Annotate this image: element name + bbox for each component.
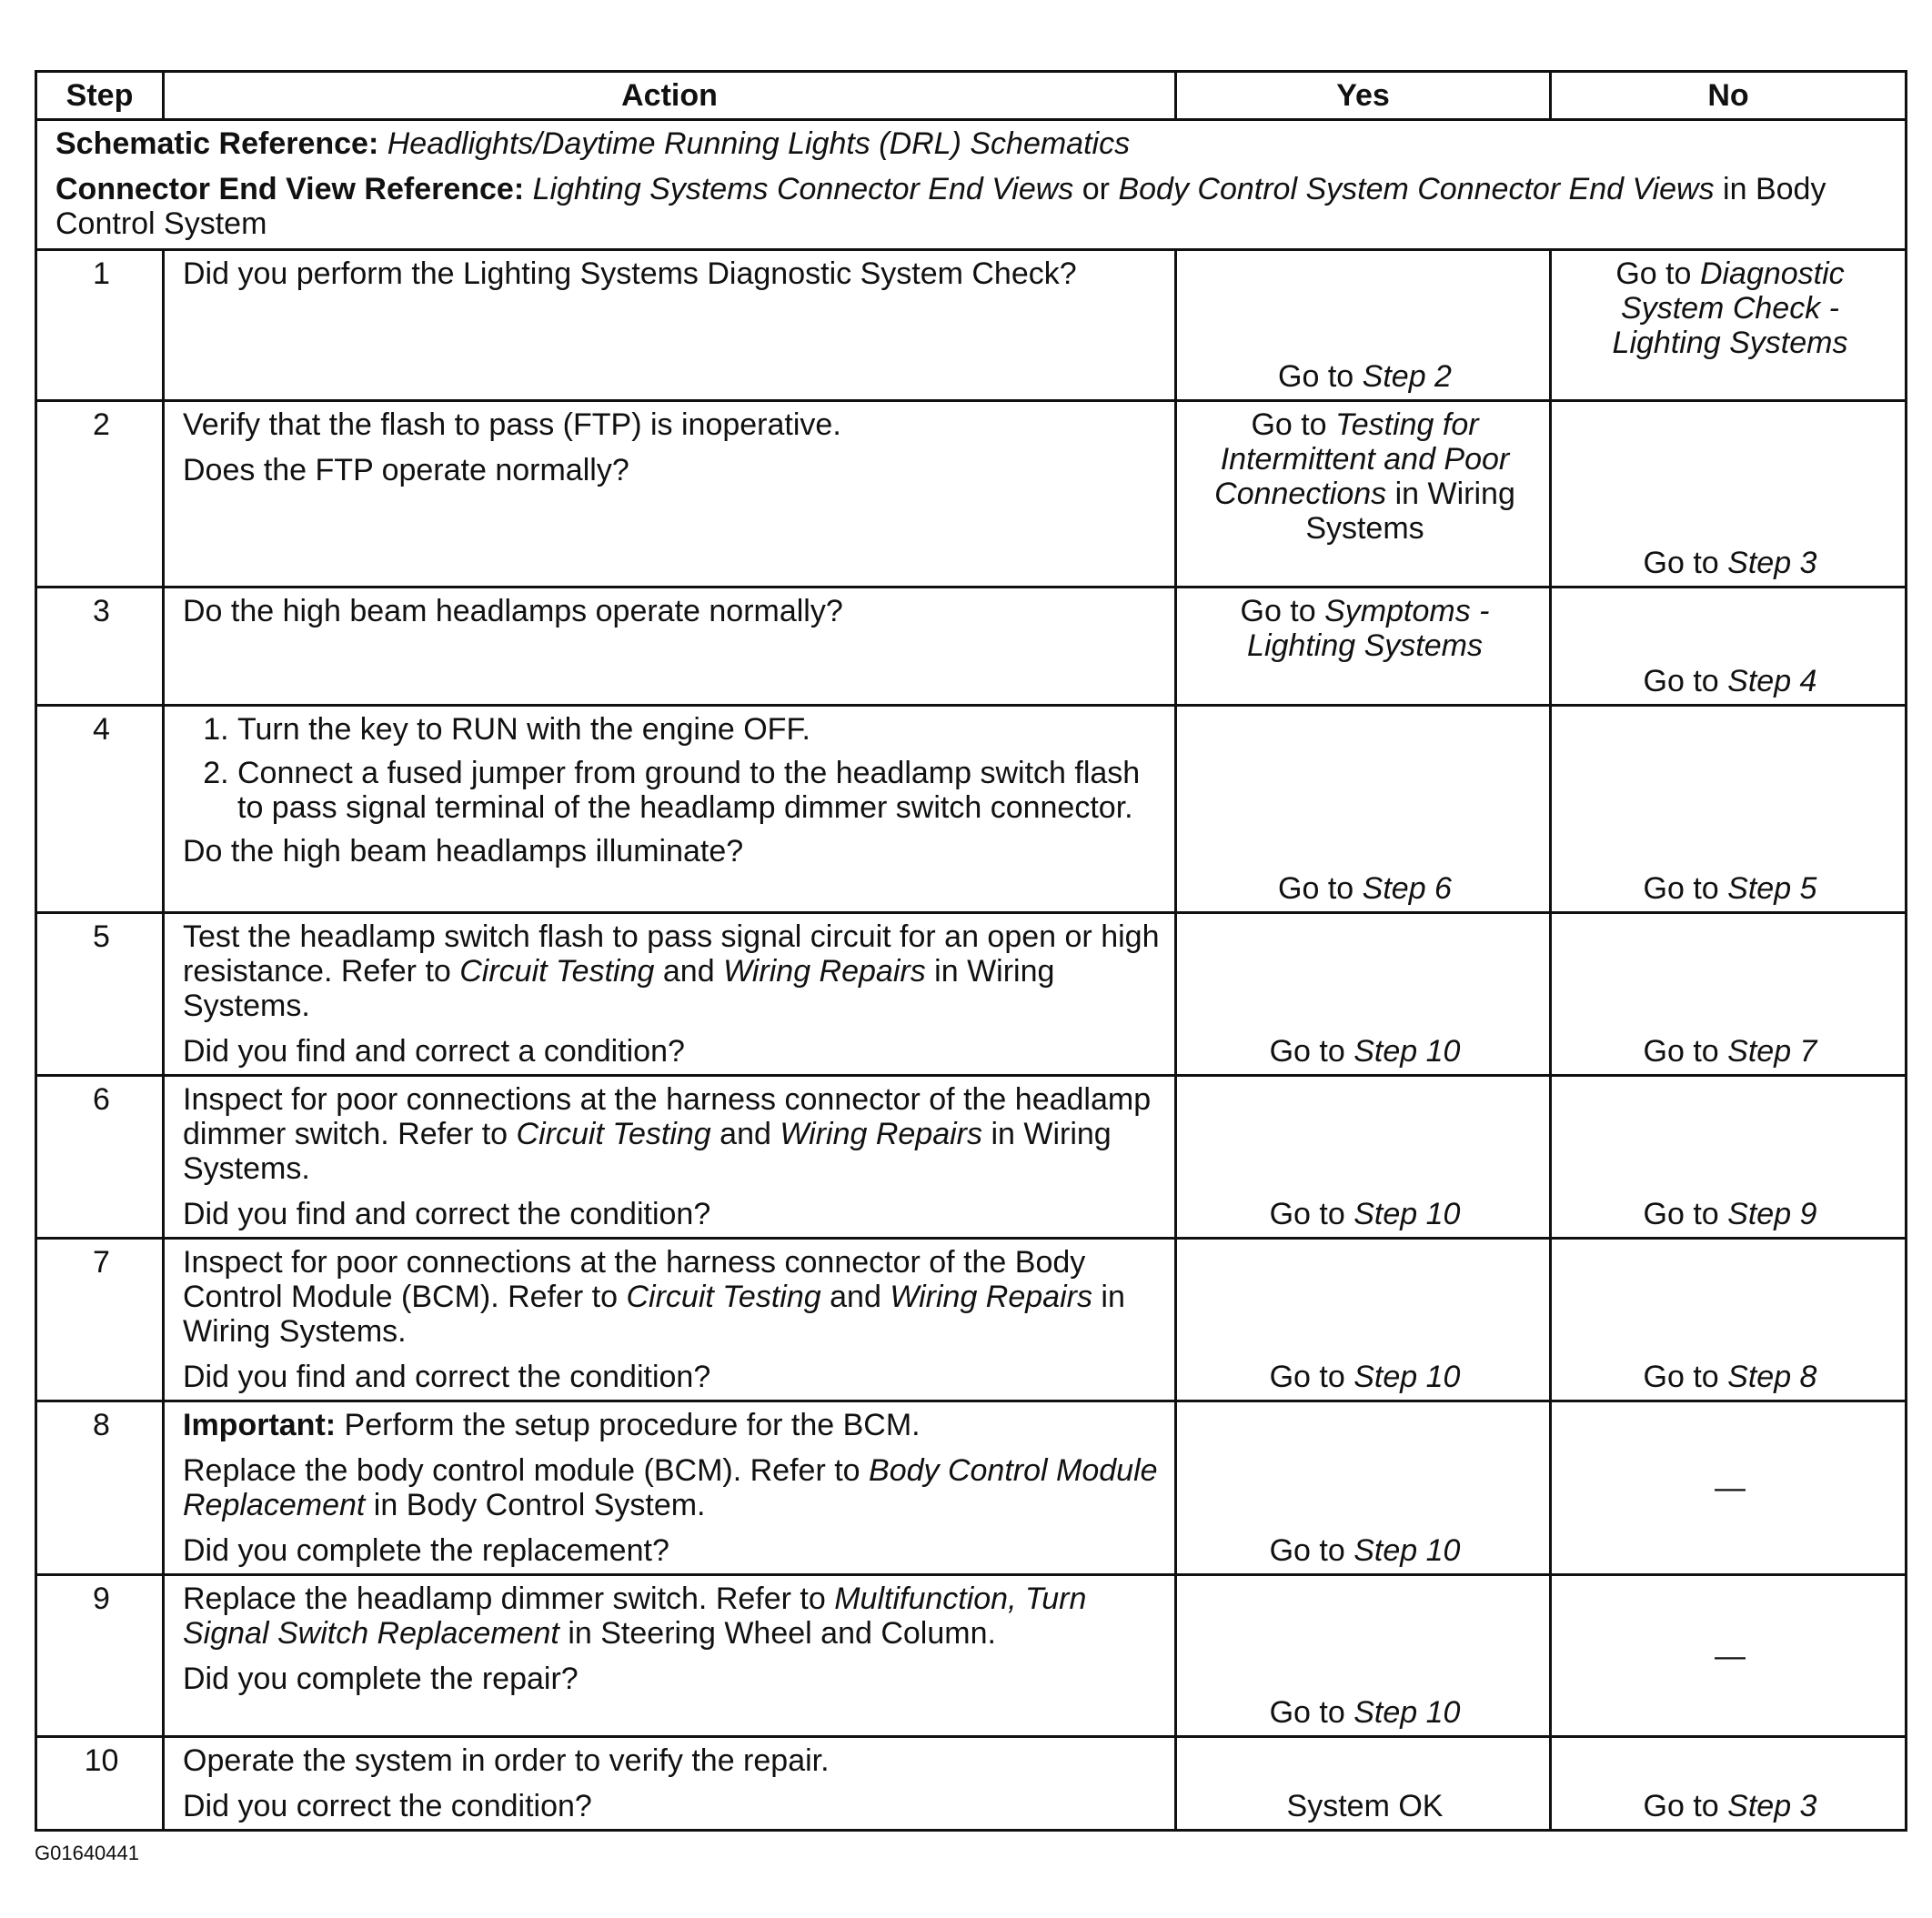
no-cell xyxy=(1551,706,1907,913)
table-row xyxy=(36,1239,1907,1401)
no-cell xyxy=(1551,1239,1907,1401)
table-row xyxy=(36,401,1907,587)
no-cell xyxy=(1551,1401,1907,1575)
action-and: and xyxy=(662,954,715,989)
connector-reference-link-1[interactable]: Lighting Systems Connector End Views xyxy=(532,172,1074,206)
no-prefix: Go to xyxy=(1643,1360,1719,1394)
bcm-replacement-link[interactable]: Body Control Module Replacement xyxy=(183,1453,1158,1522)
no-prefix: Go to xyxy=(1643,1034,1719,1069)
step-number: 10 xyxy=(36,1737,164,1831)
action-suffix: in Wiring Systems. xyxy=(183,954,1055,1023)
procedure-item: 1. Turn the key to RUN with the engine OFF. xyxy=(237,712,1160,747)
no-cell xyxy=(1551,401,1907,587)
step-number: 4 xyxy=(36,706,164,913)
yes-target-link[interactable]: Step 10 xyxy=(1353,1034,1461,1069)
yes-cell xyxy=(1176,1239,1551,1401)
yes-cell xyxy=(1176,401,1551,587)
connector-reference xyxy=(55,172,1887,241)
connector-reference-label: Connector End View Reference: xyxy=(55,172,525,206)
yes-prefix: Go to xyxy=(1269,1034,1345,1069)
action-cell xyxy=(164,913,1176,1076)
procedure-item: 2. Connect a fused jumper from ground to the headlamp switch flash to pass signal terminal of the headlamp dimmer switch connector. xyxy=(237,756,1160,825)
circuit-testing-link[interactable]: Circuit Testing xyxy=(626,1280,821,1314)
wiring-repairs-link[interactable]: Wiring Repairs xyxy=(723,954,926,989)
action-question: Does the FTP operate normally? xyxy=(183,453,629,487)
action-cell xyxy=(164,401,1176,587)
yes-cell xyxy=(1176,1076,1551,1239)
table-row xyxy=(36,587,1907,706)
table-header-row xyxy=(36,72,1907,120)
step-number: 2 xyxy=(36,401,164,587)
no-prefix: Go to xyxy=(1643,546,1719,580)
yes-target-link[interactable]: Step 2 xyxy=(1362,359,1452,394)
reference-cell xyxy=(36,120,1907,250)
connector-reference-link-2[interactable]: Body Control System Connector End Views xyxy=(1118,172,1715,206)
switch-replacement-link[interactable]: Multifunction, Turn Signal Switch Replacement xyxy=(183,1582,1087,1651)
action-text-main: Inspect for poor connections at the harness connector of the Body Control Module (BCM). Refer to xyxy=(183,1245,1086,1314)
reference-row xyxy=(36,120,1907,250)
yes-cell xyxy=(1176,706,1551,913)
yes-cell xyxy=(1176,1737,1551,1831)
wiring-repairs-link[interactable]: Wiring Repairs xyxy=(890,1280,1092,1314)
important-note xyxy=(183,1408,1160,1442)
table-row xyxy=(36,250,1907,401)
action-question: Did you complete the replacement? xyxy=(183,1533,669,1568)
action-cell xyxy=(164,1575,1176,1737)
no-prefix: Go to xyxy=(1615,256,1692,291)
no-target-link[interactable]: Step 5 xyxy=(1727,871,1817,906)
yes-prefix: Go to xyxy=(1251,407,1327,442)
action-question: Did you find and correct a condition? xyxy=(183,1034,685,1069)
action-cell xyxy=(164,250,1176,401)
header-step: Step xyxy=(36,72,164,120)
action-and: and xyxy=(719,1117,771,1151)
no-prefix: Go to xyxy=(1643,871,1719,906)
connector-reference-or: or xyxy=(1082,172,1110,206)
step-number: 1 xyxy=(36,250,164,401)
action-question: Did you find and correct the condition? xyxy=(183,1360,711,1394)
yes-target-link[interactable]: Step 10 xyxy=(1353,1695,1461,1730)
yes-target-link[interactable]: Step 10 xyxy=(1353,1197,1461,1231)
diagnostic-document xyxy=(35,70,1905,1832)
no-cell xyxy=(1551,913,1907,1076)
important-label: Important: xyxy=(183,1408,337,1442)
schematic-reference-link[interactable]: Headlights/Daytime Running Lights (DRL) Schematics xyxy=(387,126,1131,161)
important-text: Perform the setup procedure for the BCM. xyxy=(344,1408,921,1442)
no-target-link[interactable]: Step 4 xyxy=(1727,664,1817,698)
header-no: No xyxy=(1551,72,1907,120)
action-cell xyxy=(164,1239,1176,1401)
step-number: 8 xyxy=(36,1401,164,1575)
action-question: Do the high beam headlamps operate normally? xyxy=(183,594,843,628)
no-prefix: Go to xyxy=(1643,664,1719,698)
yes-cell xyxy=(1176,587,1551,706)
action-text xyxy=(183,919,1160,1023)
action-question: Do the high beam headlamps illuminate? xyxy=(183,834,744,869)
step-number: 3 xyxy=(36,587,164,706)
wiring-repairs-link[interactable]: Wiring Repairs xyxy=(780,1117,983,1151)
yes-prefix: Go to xyxy=(1240,594,1316,628)
action-suffix: in Body Control System. xyxy=(373,1488,706,1522)
table-row xyxy=(36,913,1907,1076)
yes-target-link[interactable]: Testing for Intermittent and Poor Connections xyxy=(1214,407,1510,511)
yes-result: System OK xyxy=(1286,1789,1444,1823)
action-text-main: Replace the headlamp dimmer switch. Refer to xyxy=(183,1582,826,1616)
action-suffix: in Wiring Systems. xyxy=(183,1280,1125,1349)
yes-cell xyxy=(1176,913,1551,1076)
procedure-list xyxy=(183,712,1160,825)
action-text-main: Replace the body control module (BCM). Refer to xyxy=(183,1453,860,1488)
action-question: Did you complete the repair? xyxy=(183,1662,579,1696)
no-cell xyxy=(1551,1737,1907,1831)
yes-prefix: Go to xyxy=(1269,1197,1345,1231)
yes-suffix: in Wiring Systems xyxy=(1305,477,1515,546)
yes-prefix: Go to xyxy=(1269,1360,1345,1394)
yes-target-link[interactable]: Step 10 xyxy=(1353,1533,1461,1568)
action-cell xyxy=(164,1401,1176,1575)
action-cell xyxy=(164,587,1176,706)
action-cell xyxy=(164,706,1176,913)
action-question: Did you correct the condition? xyxy=(183,1789,592,1823)
action-cell xyxy=(164,1737,1176,1831)
no-target-link[interactable]: Step 8 xyxy=(1727,1360,1817,1394)
action-question: Did you perform the Lighting Systems Diagnostic System Check? xyxy=(183,256,1077,291)
yes-prefix: Go to xyxy=(1278,871,1354,906)
yes-prefix: Go to xyxy=(1269,1533,1345,1568)
table-row xyxy=(36,1737,1907,1831)
no-cell xyxy=(1551,1575,1907,1737)
yes-cell xyxy=(1176,1575,1551,1737)
action-suffix: in Wiring Systems. xyxy=(183,1117,1112,1186)
yes-target-link[interactable]: Step 6 xyxy=(1362,871,1452,906)
action-text-main: Inspect for poor connections at the harness connector of the headlamp dimmer switch. Refer to xyxy=(183,1082,1152,1151)
no-dash: — xyxy=(1715,1638,1746,1673)
action-cell xyxy=(164,1076,1176,1239)
no-prefix: Go to xyxy=(1643,1197,1719,1231)
yes-prefix: Go to xyxy=(1269,1695,1345,1730)
action-text: Verify that the flash to pass (FTP) is inoperative. xyxy=(183,407,841,442)
action-text: Operate the system in order to verify the repair. xyxy=(183,1743,830,1778)
table-row xyxy=(36,1076,1907,1239)
yes-cell xyxy=(1176,250,1551,401)
schematic-reference-label: Schematic Reference: xyxy=(55,126,379,161)
action-text xyxy=(183,1453,1160,1522)
no-target-link[interactable]: Diagnostic System Check - Lighting Systems xyxy=(1612,256,1848,360)
table-row xyxy=(36,1401,1907,1575)
action-text xyxy=(183,1082,1160,1186)
no-dash: — xyxy=(1715,1471,1746,1505)
yes-target-link[interactable]: Step 10 xyxy=(1353,1360,1461,1394)
step-number: 9 xyxy=(36,1575,164,1737)
yes-target-link[interactable]: Symptoms - Lighting Systems xyxy=(1247,594,1490,663)
no-target-link[interactable]: Step 3 xyxy=(1727,1789,1817,1823)
connector-reference-suffix: in Body Control System xyxy=(55,172,1826,241)
table-row xyxy=(36,706,1907,913)
schematic-reference xyxy=(55,126,1887,161)
circuit-testing-link[interactable]: Circuit Testing xyxy=(459,954,655,989)
no-cell xyxy=(1551,1076,1907,1239)
circuit-testing-link[interactable]: Circuit Testing xyxy=(516,1117,711,1151)
action-text xyxy=(183,1582,1160,1651)
table-row xyxy=(36,1575,1907,1737)
action-text xyxy=(183,1245,1160,1349)
yes-cell xyxy=(1176,1401,1551,1575)
figure-code: G01640441 xyxy=(35,1842,139,1864)
no-cell xyxy=(1551,250,1907,401)
no-target-link[interactable]: Step 9 xyxy=(1727,1197,1817,1231)
no-target-link[interactable]: Step 3 xyxy=(1727,546,1817,580)
no-prefix: Go to xyxy=(1643,1789,1719,1823)
step-number: 5 xyxy=(36,913,164,1076)
action-question: Did you find and correct the condition? xyxy=(183,1197,711,1231)
no-cell xyxy=(1551,587,1907,706)
action-and: and xyxy=(830,1280,881,1314)
diagnostic-table xyxy=(35,70,1907,1832)
step-number: 7 xyxy=(36,1239,164,1401)
action-suffix: in Steering Wheel and Column. xyxy=(568,1616,996,1651)
step-number: 6 xyxy=(36,1076,164,1239)
no-target-link[interactable]: Step 7 xyxy=(1727,1034,1817,1069)
action-text-main: Test the headlamp switch flash to pass signal circuit for an open or high resistance. Refer to xyxy=(183,919,1160,989)
yes-prefix: Go to xyxy=(1278,359,1354,394)
header-yes: Yes xyxy=(1176,72,1551,120)
header-action: Action xyxy=(164,72,1176,120)
